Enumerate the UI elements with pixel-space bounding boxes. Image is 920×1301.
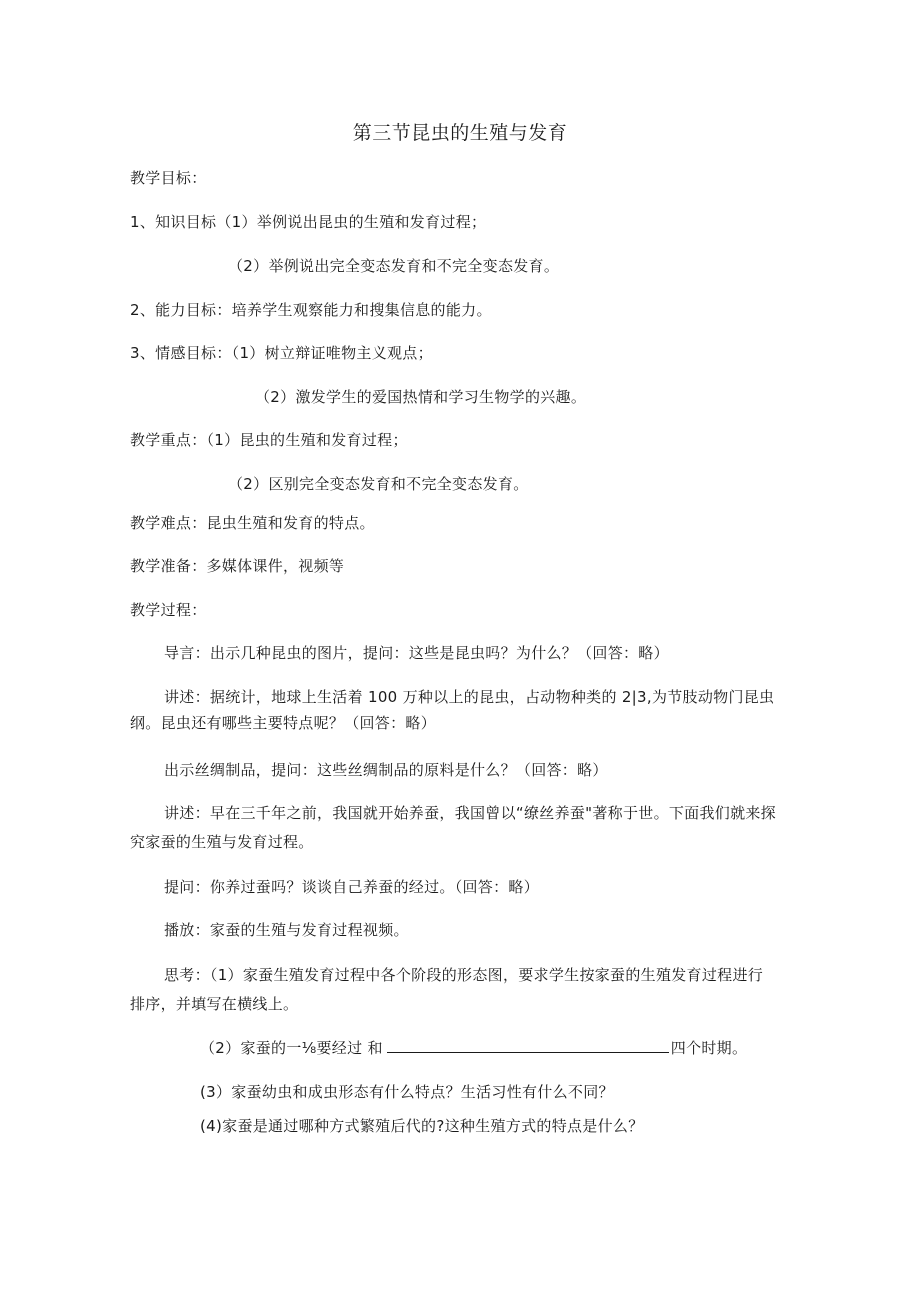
silk-question: 出示丝绸制品，提问：这些丝绸制品的原料是什么？（回答：略）	[164, 761, 608, 779]
key-point-2: （2）区别完全变态发育和不完全变态发育。	[228, 475, 529, 493]
preparation: 教学准备：多媒体课件，视频等	[130, 557, 345, 575]
intro-paragraph: 导言：出示几种昆虫的图片，提问：这些是昆虫吗？为什么？（回答：略）	[164, 644, 669, 662]
narrate-paragraph-2-line-1: 讲述：早在三千年之前，我国就开始养蚕，我国曾以“缭丝养蚕"著称于世。下面我们就来探	[164, 804, 776, 822]
think-question-2	[200, 1038, 747, 1058]
ask-paragraph: 提问：你养过蚕吗？谈谈自己养蚕的经过。（回答：略）	[164, 878, 540, 896]
think-question-1-line-1: 思考：（1）家蚕生殖发育过程中各个阶段的形态图，要求学生按家蚕的生殖发育过程进行	[164, 966, 764, 984]
think-question-2-suffix: 四个时期。	[670, 1039, 748, 1057]
narrate-paragraph-1-line-2: 纲。昆虫还有哪些主要特点呢？（回答：略）	[130, 714, 437, 732]
objectives-heading: 教学目标：	[130, 169, 207, 187]
narrate-paragraph-1-line-1: 讲述：据统计，地球上生活着 100 万种以上的昆虫，占动物种类的 2|3,为节肢动物门昆虫	[164, 688, 775, 706]
emotion-objective-1: 3、情感目标：（1）树立辩证唯物主义观点；	[130, 344, 433, 362]
difficulty: 教学难点：昆虫生殖和发育的特点。	[130, 514, 375, 532]
think-question-2-prefix: （2）家蚕的一⅛要经过 和	[200, 1039, 383, 1057]
emotion-objective-2: （2）激发学生的爱国热情和学习生物学的兴趣。	[255, 388, 587, 406]
fill-in-blank-line[interactable]	[387, 1038, 669, 1053]
key-point-1: 教学重点：（1）昆虫的生殖和发育过程；	[130, 431, 408, 449]
think-question-1-line-2: 排序，并填写在横线上。	[130, 995, 299, 1013]
play-paragraph: 播放：家蚕的生殖与发育过程视频。	[164, 921, 409, 939]
ability-objective: 2、能力目标：培养学生观察能力和搜集信息的能力。	[130, 301, 492, 319]
think-question-3: (3）家蚕幼虫和成虫形态有什么特点？生活习性有什么不同？	[200, 1083, 614, 1101]
process-heading: 教学过程：	[130, 601, 207, 619]
think-question-4: (4)家蚕是通过哪种方式繁殖后代的?这种生殖方式的特点是什么？	[200, 1117, 644, 1135]
knowledge-objective-1: 1、知识目标（1）举例说出昆虫的生殖和发育过程；	[130, 213, 487, 231]
knowledge-objective-2: （2）举例说出完全变态发育和不完全变态发育。	[228, 257, 560, 275]
page-title: 第三节昆虫的生殖与发育	[352, 122, 568, 144]
narrate-paragraph-2-line-2: 究家蚕的生殖与发育过程。	[130, 833, 314, 851]
